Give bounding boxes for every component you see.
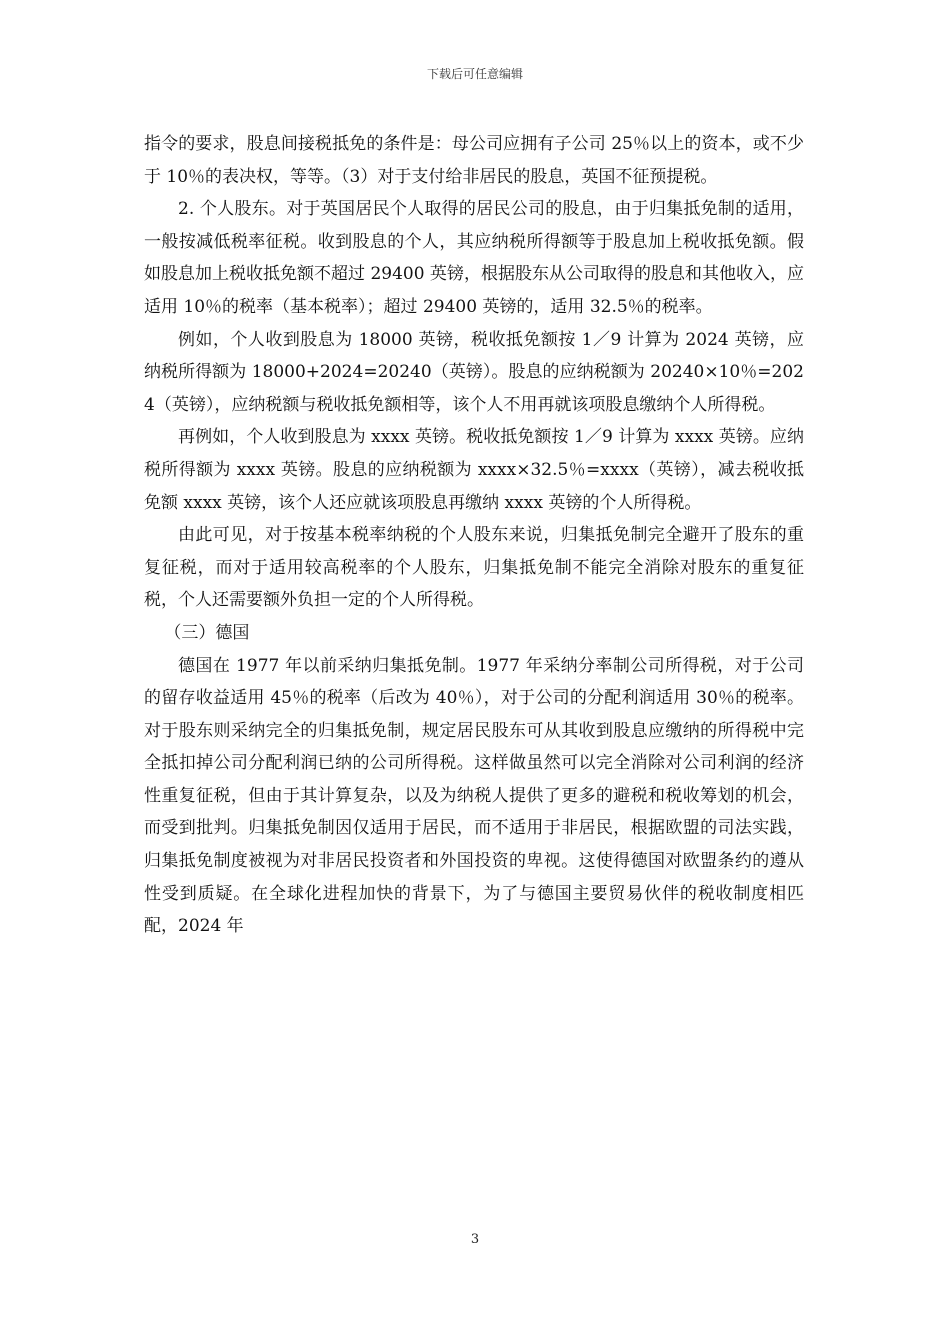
section-heading-germany: （三）德国 (164, 622, 250, 643)
paragraph-example-2: 再例如，个人收到股息为 xxxx 英镑。税收抵免额按 1／9 计算为 xxxx 英镑。应纳税所得额为 xxxx 英镑。股息的应纳税额为 xxxx×32.5％=xxxx（英镑），减去税收抵免额 xxxx 英镑，该个人还应就该项股息再缴纳 xxxx 英镑的个人所得税。 (144, 427, 804, 513)
paragraph-example-1: 例如，个人收到股息为 18000 英镑，税收抵免额按 1／9 计算为 2024 英镑，应纳税所得额为 18000+2024=20240（英镑）。股息的应纳税额为 20240×10％=2024（英镑），应纳税额与税收抵免额相等，该个人不用再就该项股息缴纳个人所得税。 (144, 329, 804, 415)
paragraph-conclusion: 由此可见，对于按基本税率纳税的个人股东来说，归集抵免制完全避开了股东的重复征税，而对于适用较高税率的个人股东，归集抵免制不能完全消除对股东的重复征税，个人还需要额外负担一定的个人所得税。 (144, 525, 804, 611)
paragraph-continuation: 指令的要求，股息间接税抵免的条件是：母公司应拥有子公司 25％以上的资本，或不少于 10％的表决权，等等。（3）对于支付给非居民的股息，英国不征预提税。 (144, 134, 804, 187)
paragraph-germany: 德国在 1977 年以前采纳归集抵免制。1977 年采纳分率制公司所得税，对于公司的留存收益适用 45％的税率（后改为 40％），对于公司的分配利润适用 30％的税率。对于股东则采纳完全的归集抵免制，规定居民股东可从其收到股息应缴纳的所得税中完全抵扣掉公司分配利润已纳的公司所得税。这样做虽然可以完全消除对公司利润的经济性重复征税，但由于其计算复杂，以及为纳税人提供了更多的避税和税收筹划的机会，而受到批判。归集抵免制因仅适用于居民，而不适用于非居民，根据欧盟的司法实践，归集抵免制度被视为对非居民投资者和外国投资的卑视。这使得德国对欧盟条约的遵从性受到质疑。在全球化进程加快的背景下，为了与德国主要贸易伙伴的税收制度相匹配，2024 年 (144, 655, 804, 937)
page-number: 3 (470, 1232, 480, 1247)
paragraph-individual-shareholders: 2. 个人股东。对于英国居民个人取得的居民公司的股息，由于归集抵免制的适用，一般按减低税率征税。收到股息的个人，其应纳税所得额等于股息加上税收抵免额。假如股息加上税收抵免额不超过 29400 英镑，根据股东从公司取得的股息和其他收入，应适用 10％的税率（基本税率）；超过 29400 英镑的，适用 32.5％的税率。 (144, 199, 804, 317)
document-body (144, 128, 804, 943)
page-header-note: 下载后可任意编辑 (426, 67, 523, 81)
